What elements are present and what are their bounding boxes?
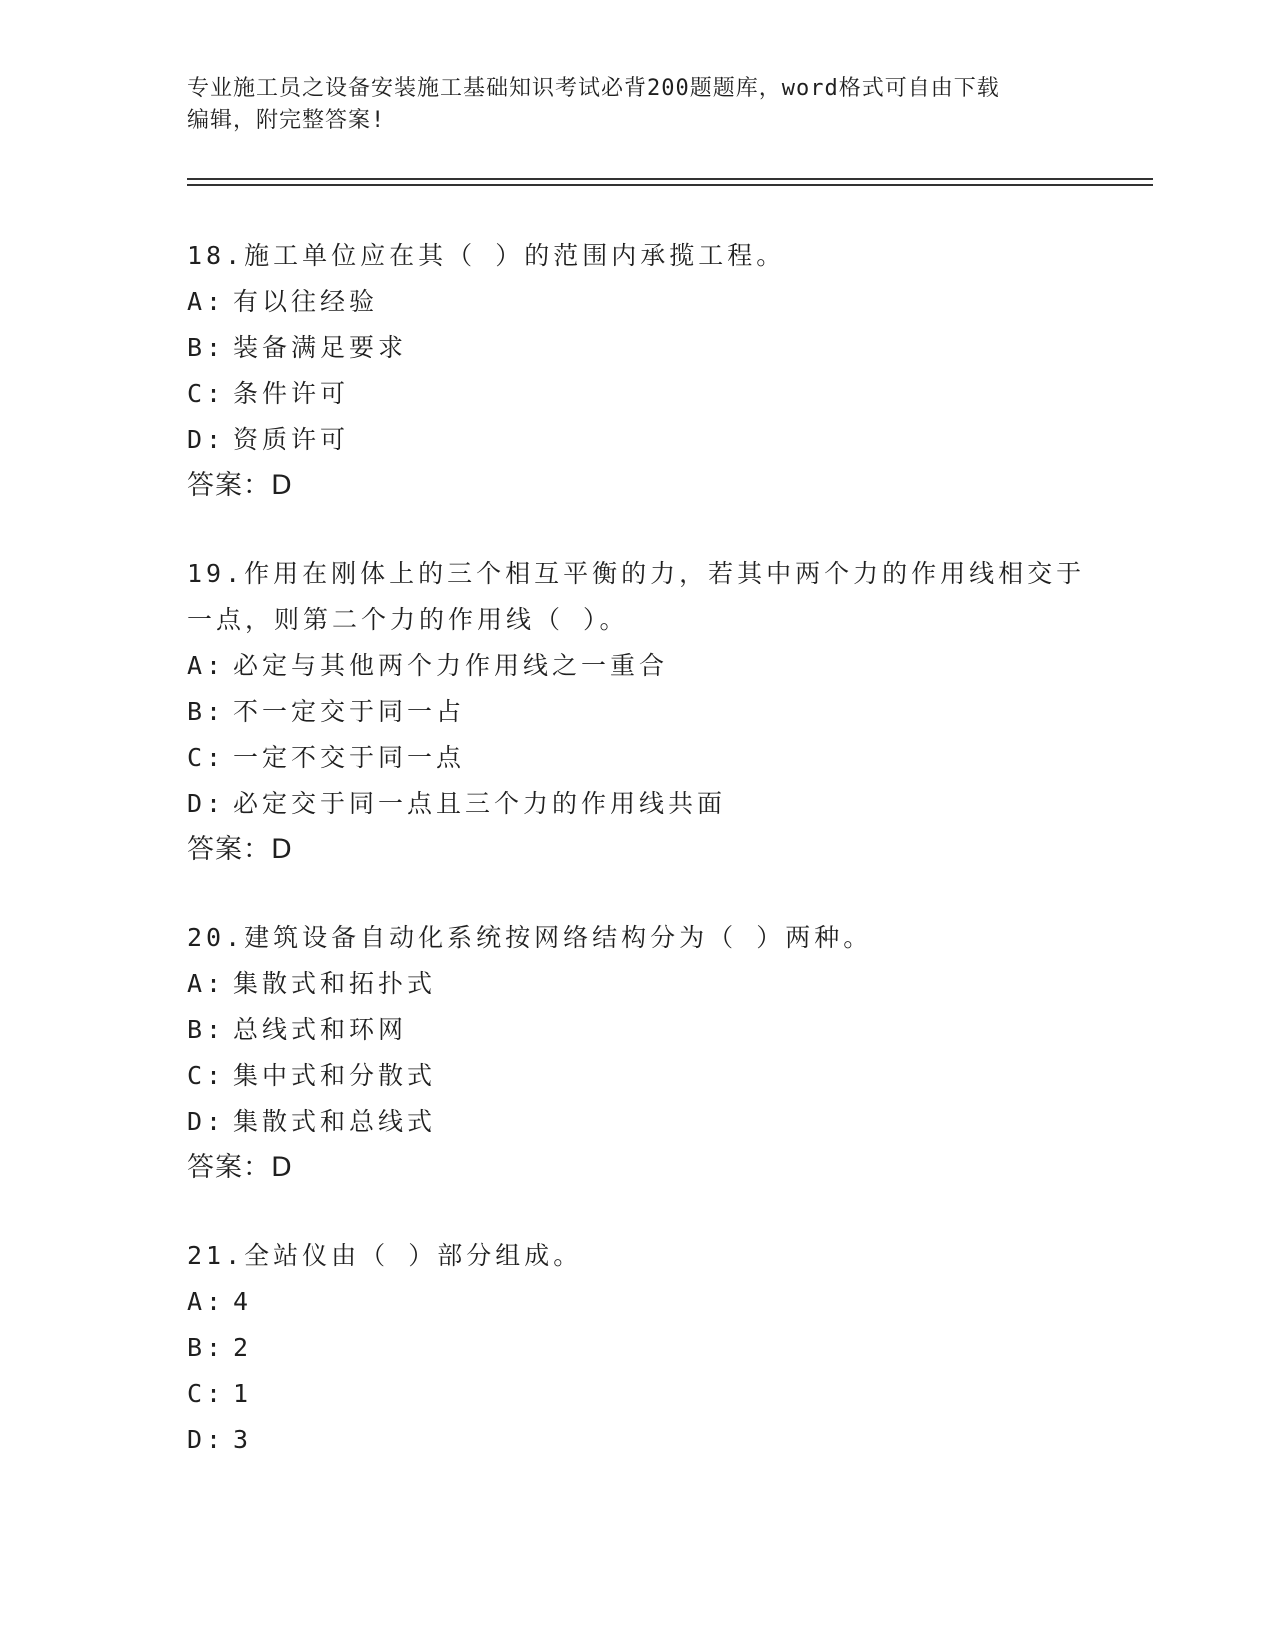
option-key: C: — [187, 379, 226, 408]
option-key: A: — [187, 1287, 226, 1316]
option-key: C: — [187, 743, 226, 772]
option-key: C: — [187, 1061, 226, 1090]
question-stem-line-2: 一点，则第二个力的作用线（ ）。 — [187, 605, 629, 634]
question-stem: 18.施工单位应在其（ ）的范围内承揽工程。 — [187, 241, 786, 270]
header-divider-top — [187, 178, 1153, 180]
question-stem: 20.建筑设备自动化系统按网络结构分为（ ）两种。 — [187, 923, 873, 952]
option-b — [187, 1007, 1107, 1053]
question-21 — [187, 1233, 1107, 1463]
header-title-line-2: 编辑，附完整答案! — [187, 108, 386, 133]
option-text: 必定交于同一点且三个力的作用线共面 — [233, 789, 727, 818]
option-text: 必定与其他两个力作用线之一重合 — [233, 651, 669, 680]
option-key: A: — [187, 651, 226, 680]
option-key: B: — [187, 1333, 226, 1362]
question-stem-line-1: 19.作用在刚体上的三个相互平衡的力，若其中两个力的作用线相交于 — [187, 559, 1086, 588]
option-text: 条件许可 — [233, 379, 350, 408]
option-text: 总线式和环网 — [233, 1015, 408, 1044]
option-d — [187, 781, 1107, 827]
option-key: B: — [187, 333, 226, 362]
answer-line: 答案：D — [187, 1152, 293, 1183]
option-text: 资质许可 — [233, 425, 350, 454]
option-text: 4 — [233, 1287, 253, 1316]
document-header — [187, 73, 1087, 137]
option-a — [187, 279, 1107, 325]
option-text: 3 — [233, 1425, 253, 1454]
option-key: A: — [187, 287, 226, 316]
option-c — [187, 1053, 1107, 1099]
option-text: 一定不交于同一点 — [233, 743, 466, 772]
question-19 — [187, 551, 1107, 873]
option-c — [187, 735, 1107, 781]
option-key: D: — [187, 1425, 226, 1454]
option-a — [187, 961, 1107, 1007]
option-key: D: — [187, 1107, 226, 1136]
option-c — [187, 371, 1107, 417]
option-text: 有以往经验 — [233, 287, 379, 316]
option-key: B: — [187, 1015, 226, 1044]
option-text: 装备满足要求 — [233, 333, 408, 362]
option-text: 1 — [233, 1379, 253, 1408]
header-title-line-1: 专业施工员之设备安装施工基础知识考试必背200题题库，word格式可自由下载 — [187, 76, 1000, 101]
option-b — [187, 325, 1107, 371]
question-stem: 21.全站仪由（ ）部分组成。 — [187, 1241, 583, 1270]
option-key: B: — [187, 697, 226, 726]
option-b — [187, 1325, 1107, 1371]
option-text: 集中式和分散式 — [233, 1061, 437, 1090]
option-text: 不一定交于同一占 — [233, 697, 466, 726]
question-20 — [187, 915, 1107, 1191]
question-18 — [187, 233, 1107, 509]
option-key: A: — [187, 969, 226, 998]
option-d — [187, 1417, 1107, 1463]
option-b — [187, 689, 1107, 735]
option-key: C: — [187, 1379, 226, 1408]
option-key: D: — [187, 789, 226, 818]
option-a — [187, 643, 1107, 689]
answer-line: 答案：D — [187, 470, 293, 501]
option-a — [187, 1279, 1107, 1325]
option-text: 集散式和总线式 — [233, 1107, 437, 1136]
option-key: D: — [187, 425, 226, 454]
answer-line: 答案：D — [187, 834, 293, 865]
option-d — [187, 1099, 1107, 1145]
option-text: 2 — [233, 1333, 253, 1362]
option-d — [187, 417, 1107, 463]
option-c — [187, 1371, 1107, 1417]
header-divider-bottom — [187, 184, 1153, 186]
option-text: 集散式和拓扑式 — [233, 969, 437, 998]
